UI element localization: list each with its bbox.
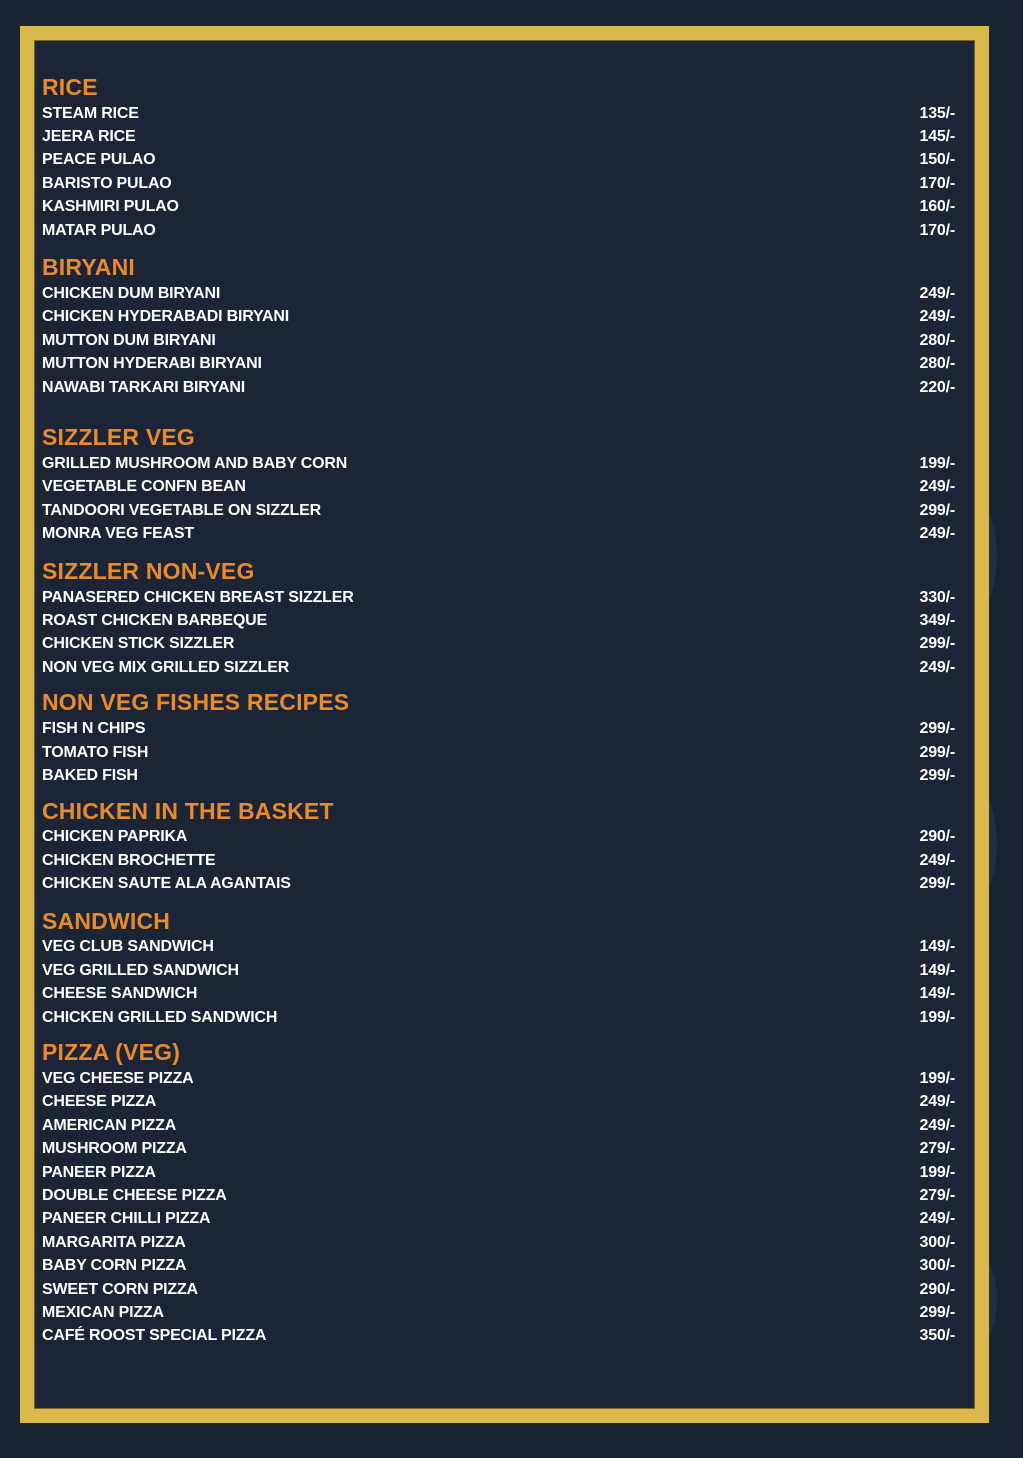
menu-item [42, 353, 957, 376]
item-name: VEG GRILLED SANDWICH [42, 961, 239, 979]
menu-item [42, 1114, 957, 1137]
menu-item [42, 102, 957, 125]
menu-item [42, 1208, 957, 1231]
item-price: 170/- [919, 174, 955, 192]
menu-item [42, 219, 957, 242]
item-name: STEAM RICE [42, 104, 139, 122]
menu-item [42, 983, 957, 1006]
item-price: 249/- [919, 1093, 955, 1111]
item-price: 249/- [919, 851, 955, 869]
menu-section [42, 556, 957, 680]
item-name: CHEESE PIZZA [42, 1093, 157, 1111]
item-name: NAWABI TARKARI BIRYANI [42, 378, 246, 396]
menu-item [42, 1184, 957, 1207]
item-name: MUTTON HYDERABI BIRYANI [42, 355, 262, 373]
menu-item [42, 196, 957, 219]
menu-item [42, 376, 957, 399]
item-price: 249/- [919, 1210, 955, 1228]
item-price: 249/- [919, 1116, 955, 1134]
menu-item [42, 282, 957, 305]
menu-item [42, 522, 957, 545]
item-name: GRILLED MUSHROOM AND BABY CORN [42, 454, 348, 472]
menu-item [42, 329, 957, 352]
item-price: 279/- [919, 1186, 955, 1204]
menu-item [42, 1091, 957, 1114]
item-name: CHICKEN SAUTE ALA AGANTAIS [42, 875, 291, 893]
menu-item [42, 1325, 957, 1348]
item-name: CHICKEN STICK SIZZLER [42, 635, 235, 653]
item-price: 249/- [919, 308, 955, 326]
item-price: 149/- [919, 985, 955, 1003]
item-name: BAKED FISH [42, 766, 138, 784]
menu-item [42, 1161, 957, 1184]
menu-item [42, 1254, 957, 1277]
menu-item [42, 1006, 957, 1029]
item-price: 145/- [919, 128, 955, 146]
item-name: MONRA VEG FEAST [42, 525, 194, 543]
item-name: CHICKEN HYDERABADI BIRYANI [42, 308, 289, 326]
item-name: NON VEG MIX GRILLED SIZZLER [42, 658, 290, 676]
menu-item [42, 609, 957, 632]
item-price: 279/- [919, 1140, 955, 1158]
item-name: ROAST CHICKEN BARBEQUE [42, 611, 267, 629]
item-price: 249/- [919, 285, 955, 303]
item-name: MATAR PULAO [42, 221, 156, 239]
item-name: CHICKEN GRILLED SANDWICH [42, 1008, 278, 1026]
item-name: PANEER PIZZA [42, 1163, 156, 1181]
menu-item [42, 717, 957, 740]
item-price: 299/- [919, 766, 955, 784]
item-price: 299/- [919, 1303, 955, 1321]
menu-item [42, 125, 957, 148]
menu-section [42, 422, 957, 546]
item-price: 249/- [919, 658, 955, 676]
item-name: PANEER CHILLI PIZZA [42, 1210, 211, 1228]
menu-section [42, 906, 957, 1030]
section-title: PIZZA (VEG) [42, 1039, 181, 1066]
section-title: SIZZLER VEG [42, 424, 195, 451]
section-title: CHICKEN IN THE BASKET [42, 797, 334, 824]
item-name: VEG CLUB SANDWICH [42, 938, 214, 956]
item-name: CHICKEN PAPRIKA [42, 828, 188, 846]
item-name: AMERICAN PIZZA [42, 1116, 177, 1134]
menu-item [42, 741, 957, 764]
menu-item [42, 1231, 957, 1254]
menu-item [42, 172, 957, 195]
item-price: 300/- [919, 1257, 955, 1275]
item-name: JEERA RICE [42, 128, 136, 146]
item-name: CHICKEN BROCHETTE [42, 851, 216, 869]
item-price: 249/- [919, 478, 955, 496]
item-price: 149/- [919, 961, 955, 979]
item-name: MEXICAN PIZZA [42, 1303, 164, 1321]
section-title: RICE [42, 74, 98, 100]
menu-item [42, 1301, 957, 1324]
section-title: SANDWICH [42, 907, 171, 934]
item-name: VEGETABLE CONFN BEAN [42, 478, 246, 496]
item-price: 220/- [919, 378, 955, 396]
item-price: 349/- [919, 611, 955, 629]
item-name: CHICKEN DUM BIRYANI [42, 285, 221, 303]
item-name: PANASERED CHICKEN BREAST SIZZLER [42, 588, 354, 606]
section-title: NON VEG FISHES RECIPES [42, 689, 350, 716]
menu-section [42, 796, 957, 896]
menu-item [42, 586, 957, 609]
item-price: 249/- [919, 525, 955, 543]
item-name: MUTTON DUM BIRYANI [42, 331, 216, 349]
item-name: VEG CHEESE PIZZA [42, 1070, 194, 1088]
item-name: CAFÉ ROOST SPECIAL PIZZA [42, 1327, 267, 1345]
item-price: 199/- [919, 1008, 955, 1026]
menu-item [42, 764, 957, 787]
item-price: 330/- [919, 588, 955, 606]
menu-item [42, 306, 957, 329]
item-price: 280/- [919, 355, 955, 373]
menu-section [42, 687, 957, 787]
item-price: 350/- [919, 1327, 955, 1345]
section-title: SIZZLER NON-VEG [42, 557, 255, 584]
menu-list [42, 72, 957, 1348]
item-price: 299/- [919, 875, 955, 893]
item-price: 299/- [919, 501, 955, 519]
item-price: 135/- [919, 104, 955, 122]
item-name: MARGARITA PIZZA [42, 1233, 186, 1251]
menu-section [42, 1037, 957, 1348]
item-name: FISH N CHIPS [42, 720, 146, 738]
item-name: KASHMIRI PULAO [42, 198, 179, 216]
menu-item [42, 476, 957, 499]
menu-item [42, 1067, 957, 1090]
item-price: 300/- [919, 1233, 955, 1251]
section-title: BIRYANI [42, 254, 135, 281]
item-price: 170/- [919, 221, 955, 239]
menu-section [42, 72, 957, 242]
item-price: 299/- [919, 720, 955, 738]
menu-item [42, 936, 957, 959]
item-price: 280/- [919, 331, 955, 349]
menu-item [42, 656, 957, 679]
menu-item [42, 633, 957, 656]
item-price: 199/- [919, 1070, 955, 1088]
item-name: TANDOORI VEGETABLE ON SIZZLER [42, 501, 321, 519]
item-name: CHEESE SANDWICH [42, 985, 198, 1003]
item-name: PEACE PULAO [42, 151, 156, 169]
menu-item [42, 959, 957, 982]
item-price: 149/- [919, 938, 955, 956]
item-price: 199/- [919, 454, 955, 472]
item-price: 160/- [919, 198, 955, 216]
menu-item [42, 849, 957, 872]
item-price: 299/- [919, 743, 955, 761]
item-price: 299/- [919, 635, 955, 653]
menu-item [42, 1138, 957, 1161]
item-price: 199/- [919, 1163, 955, 1181]
item-price: 150/- [919, 151, 955, 169]
menu-section [42, 252, 957, 399]
item-name: MUSHROOM PIZZA [42, 1140, 187, 1158]
item-name: DOUBLE CHEESE PIZZA [42, 1186, 227, 1204]
menu-item [42, 452, 957, 475]
menu-item [42, 826, 957, 849]
item-price: 290/- [919, 1280, 955, 1298]
item-name: TOMATO FISH [42, 743, 149, 761]
menu-item [42, 149, 957, 172]
item-name: BARISTO PULAO [42, 174, 172, 192]
item-name: SWEET CORN PIZZA [42, 1280, 198, 1298]
menu-item [42, 499, 957, 522]
item-price: 290/- [919, 828, 955, 846]
menu-item [42, 1278, 957, 1301]
item-name: BABY CORN PIZZA [42, 1257, 187, 1275]
menu-item [42, 872, 957, 895]
